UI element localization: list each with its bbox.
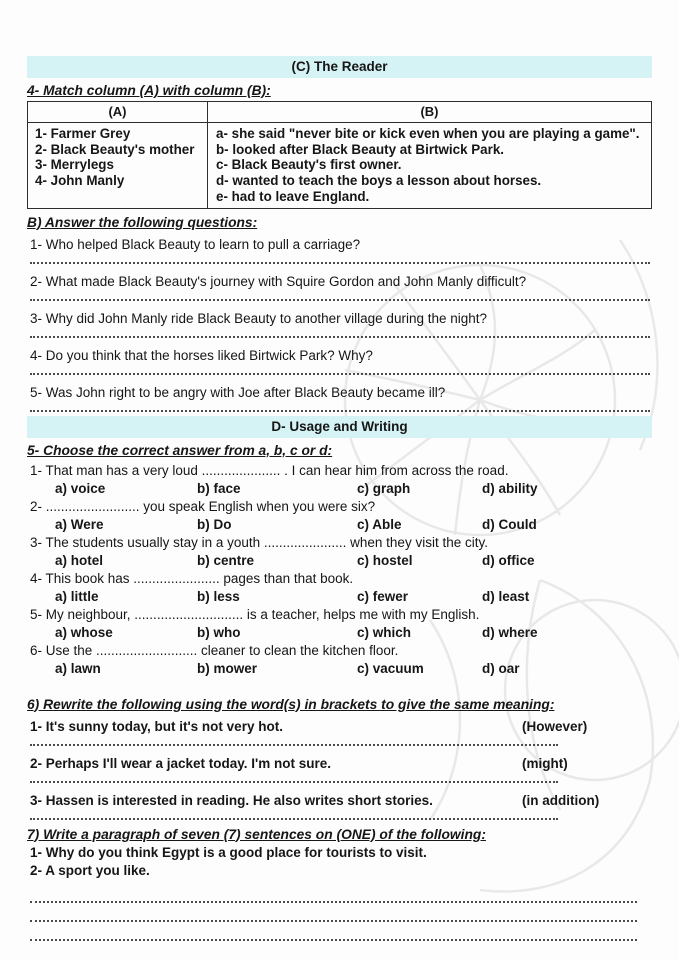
mcq-options: [55, 552, 652, 570]
answer-line: [30, 888, 637, 903]
match-table-row: [28, 123, 652, 142]
paragraph-answer-area: [27, 888, 652, 941]
match-item-a: 1- Farmer Grey: [35, 126, 131, 141]
question-text: 4- Do you think that the horses liked Birtwick Park? Why?: [30, 347, 373, 363]
rewrite-hint: (might): [522, 755, 568, 771]
rewrite-sentence: 1- It's sunny today, but it's not very hot.: [30, 718, 283, 734]
match-item-b: e- had to leave England.: [208, 189, 652, 208]
mcq-option-c: c) vacuum: [357, 660, 424, 676]
mcq-option-a: a) voice: [55, 480, 106, 496]
rewrite-item: [27, 787, 652, 820]
question-text: 5- Was John right to be angry with Joe after Black Beauty became ill?: [30, 384, 446, 400]
rewrite-section-title: 6) Rewrite the following using the word(s) in brackets to give the same meaning:: [27, 696, 555, 712]
answer-line: [30, 401, 650, 412]
mcq-options: [55, 624, 652, 642]
mcq-option-b: b) face: [197, 480, 241, 496]
answer-line: [30, 253, 650, 264]
match-item-b: b- looked after Black Beauty at Birtwick Park.: [208, 142, 652, 158]
mcq-option-a: a) Were: [55, 516, 104, 532]
mcq-item: [27, 606, 652, 642]
mcq-stem: 4- This book has ....................... pages than that book.: [30, 570, 354, 586]
mcq-option-c: c) fewer: [357, 588, 409, 604]
mcq-item: [27, 462, 652, 498]
mcq-option-b: b) who: [197, 624, 241, 640]
mcq-option-a: a) lawn: [55, 660, 101, 676]
mcq-option-b: b) less: [197, 588, 240, 604]
match-item-a: 4- John Manly: [35, 173, 125, 189]
mcq-stem: 1- That man has a very loud ..................... . I can hear him from across the road.: [30, 462, 509, 478]
mcq-stem: 6- Use the ........................... cleaner to clean the kitchen floor.: [30, 642, 399, 658]
match-section-title: 4- Match column (A) with column (B):: [27, 83, 271, 98]
rewrite-sentence: 3- Hassen is interested in reading. He also writes short stories.: [30, 792, 433, 808]
question-block: [27, 379, 652, 412]
answer-questions-title: B) Answer the following questions:: [27, 214, 258, 230]
answer-line: [30, 926, 637, 941]
mcq-item: [27, 570, 652, 606]
mcq-option-d: d) Could: [482, 516, 537, 532]
question-text: 1- Who helped Black Beauty to learn to pull a carriage?: [30, 236, 361, 252]
match-item-a: [28, 189, 208, 208]
mcq-option-b: b) centre: [197, 552, 255, 568]
mcq-option-d: d) ability: [482, 480, 538, 496]
usage-section-banner: D- Usage and Writing: [27, 416, 652, 438]
match-table: [27, 101, 652, 209]
mcq-option-c: c) Able: [357, 516, 402, 532]
match-item-b: c- Black Beauty's first owner.: [208, 157, 652, 173]
paragraph-section-title: 7) Write a paragraph of seven (7) sentences on (ONE) of the following:: [27, 826, 486, 842]
match-table-row: [28, 189, 652, 208]
match-item-b: d- wanted to teach the boys a lesson about horses.: [208, 173, 652, 189]
mcq-options: [55, 660, 652, 678]
mcq-option-d: d) where: [482, 624, 538, 640]
rewrite-item: [27, 713, 652, 746]
column-a-header: (A): [28, 102, 208, 123]
mcq-options: [55, 588, 652, 606]
match-table-row: [28, 142, 652, 158]
mcq-item: [27, 642, 652, 678]
answer-line: [30, 735, 558, 746]
mcq-option-a: a) little: [55, 588, 99, 604]
question-text: 3- Why did John Manly ride Black Beauty to another village during the night?: [30, 310, 488, 326]
question-block: [27, 342, 652, 375]
rewrite-item: [27, 750, 652, 783]
match-table-row: [28, 173, 652, 189]
rewrite-hint: (However): [522, 718, 588, 734]
mcq-option-d: d) least: [482, 588, 530, 604]
mcq-option-a: a) whose: [55, 624, 113, 640]
mcq-stem: 3- The students usually stay in a youth ...................... when they visit the city.: [30, 534, 488, 550]
mcq-list: [27, 462, 652, 678]
answer-line: [30, 290, 650, 301]
worksheet-content: [27, 56, 652, 945]
mcq-option-b: b) Do: [197, 516, 232, 532]
answer-line: [30, 772, 558, 783]
mcq-stem: 2- ......................... you speak English when you were six?: [30, 498, 376, 514]
match-item-b: a- she said "never bite or kick even when you are playing a game".: [208, 123, 652, 142]
mcq-option-a: a) hotel: [55, 552, 104, 568]
choose-section-title: 5- Choose the correct answer from a, b, c or d:: [27, 442, 333, 458]
reader-section-banner: (C) The Reader: [27, 56, 652, 78]
match-table-row: [28, 157, 652, 173]
mcq-option-b: b) mower: [197, 660, 258, 676]
question-block: [27, 231, 652, 264]
question-block: [27, 305, 652, 338]
match-item-a: 2- Black Beauty's mother: [35, 141, 195, 157]
answer-line: [30, 327, 650, 338]
answer-line: [30, 907, 637, 922]
answer-line: [30, 809, 558, 820]
mcq-option-d: d) oar: [482, 660, 520, 676]
question-text: 2- What made Black Beauty's journey with Squire Gordon and John Manly difficult?: [30, 273, 527, 289]
rewrite-hint: (in addition): [522, 792, 600, 808]
match-item-a: 3- Merrylegs: [35, 157, 114, 173]
mcq-item: [27, 534, 652, 570]
mcq-options: [55, 516, 652, 534]
question-block: [27, 268, 652, 301]
mcq-option-c: c) hostel: [357, 552, 413, 568]
mcq-item: [27, 498, 652, 534]
mcq-stem: 5- My neighbour, ............................. is a teacher, helps me with my English.: [30, 606, 480, 622]
column-b-header: (B): [208, 102, 652, 123]
mcq-option-c: c) which: [357, 624, 412, 640]
paragraph-topic: 2- A sport you like.: [30, 863, 150, 879]
paragraph-topic: 1- Why do you think Egypt is a good place for tourists to visit.: [30, 844, 427, 860]
mcq-option-d: d) office: [482, 552, 535, 568]
rewrite-sentence: 2- Perhaps I'll wear a jacket today. I'm not sure.: [30, 755, 332, 771]
mcq-option-c: c) graph: [357, 480, 411, 496]
match-table-header-row: [28, 102, 652, 123]
answer-line: [30, 364, 650, 375]
mcq-options: [55, 480, 652, 498]
